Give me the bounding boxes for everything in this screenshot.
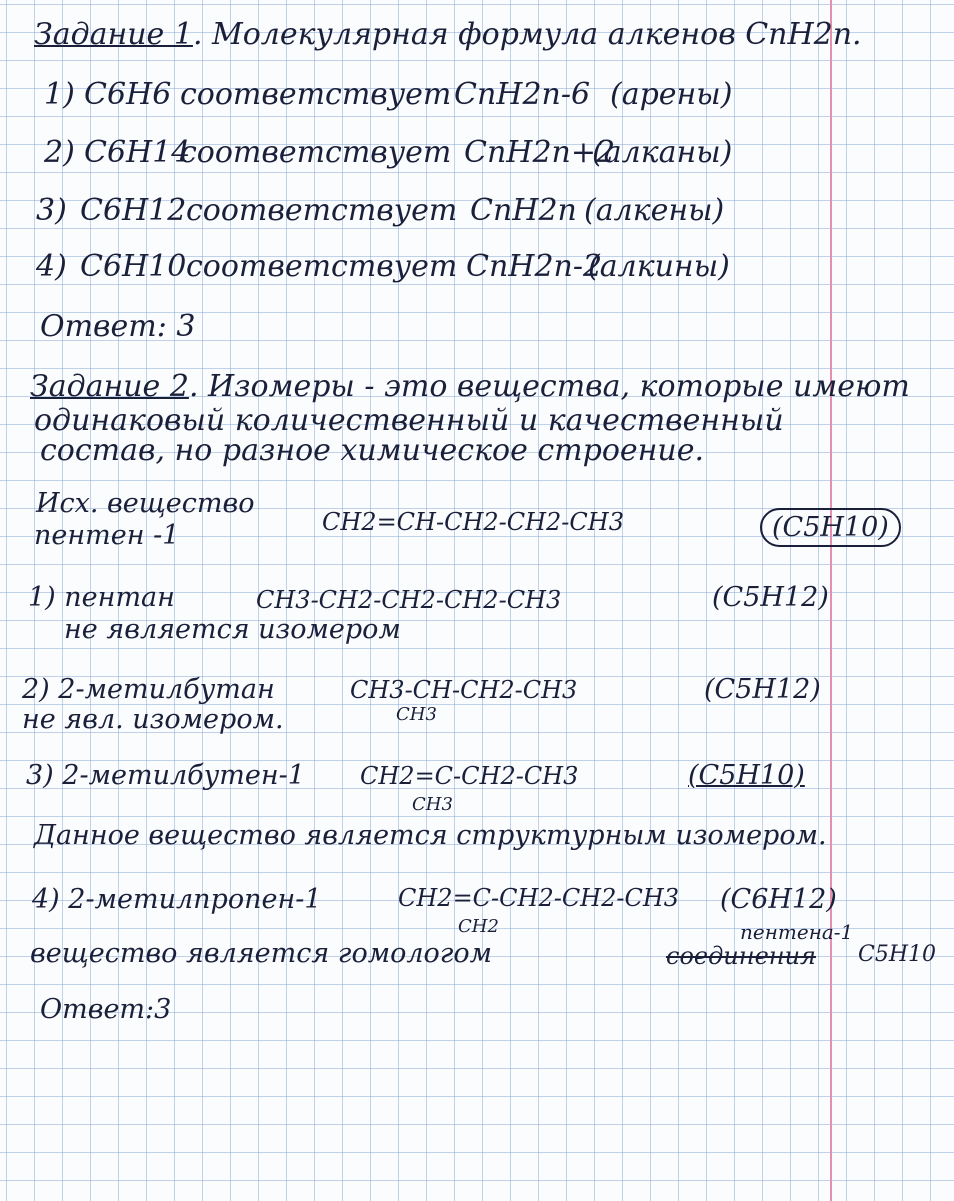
item-general-formula: CnH2n-6 [454, 77, 591, 112]
isomer-item-2-name: 2) 2-метилбутан [22, 674, 275, 705]
isomer-item-4-branch: CH2 [458, 916, 499, 937]
source-label-line2: пентен -1 [34, 520, 180, 551]
item-class: (арены) [610, 77, 733, 112]
source-molecular-formula: (C5H10) [760, 514, 901, 541]
item-general-formula: CnH2n-2 [466, 249, 603, 284]
task1-item-3 [36, 193, 725, 228]
isomer-item-3-molecular: (C5H10) [688, 760, 805, 791]
task2-heading [30, 369, 910, 404]
item-formula: C6H10 [80, 249, 187, 284]
source-label-line1: Исх. вещество [36, 488, 255, 519]
isomer-item-1-note: не является изомером [64, 614, 401, 645]
task2-title: Задание 2 [30, 369, 189, 404]
item-verb: соответствует [186, 193, 458, 228]
task1-answer: Ответ: 3 [40, 309, 196, 344]
source-structural-formula: CH2=CH-CH2-CH2-CH3 [322, 508, 624, 536]
item-class: (алкены) [584, 193, 725, 228]
item-verb: соответствует [186, 249, 458, 284]
isomer-item-3-structure: CH2=C-CH2-CH3 [360, 762, 579, 790]
crossed-out-word: соединения [666, 942, 816, 970]
item-class: (алканы) [592, 135, 733, 170]
item-formula: C6H14 [84, 135, 191, 170]
item-number: 4) [36, 249, 67, 284]
isomer-item-2-molecular: (C5H12) [704, 674, 821, 705]
item-verb: соответствует [180, 135, 452, 170]
item-number: 1) [44, 77, 75, 112]
notebook-margin-line [830, 0, 832, 1201]
isomer-item-4-molecular: (C6H12) [720, 884, 837, 915]
item-verb: соответствует [180, 77, 452, 112]
item-class: (алкины) [588, 249, 730, 284]
isomer-item-4-structure: CH2=C-CH2-CH2-CH3 [398, 884, 680, 912]
isomer-item-4-name: 4) 2-метилпропен-1 [32, 884, 322, 915]
task1-title: Задание 1 [34, 17, 193, 52]
item-formula: C6H6 [84, 77, 172, 112]
task2-definition-line3: состав, но разное химическое строение. [40, 433, 705, 468]
task1-item-2 [44, 135, 733, 170]
item-number: 3) [36, 193, 67, 228]
item-number: 2) [44, 135, 75, 170]
isomer-item-3-branch: CH3 [412, 794, 453, 815]
isomer-item-1-molecular: (C5H12) [712, 582, 829, 613]
task1-item-4 [36, 249, 730, 284]
isomer-item-1-structure: CH3-CH2-CH2-CH2-CH3 [256, 586, 562, 614]
task1-heading [34, 17, 862, 52]
task1-item-1 [44, 77, 733, 112]
isomer-item-4-note: вещество является гомологом [30, 938, 493, 969]
inserted-word: пентена-1 [740, 920, 854, 944]
isomer-item-2-structure: CH3-CH-CH2-CH3 [350, 676, 578, 704]
isomer-item-1-name: 1) пентан [28, 582, 175, 613]
isomer-item-2-note: не явл. изомером. [22, 704, 284, 735]
isomer-item-3-name: 3) 2-метилбутен-1 [26, 760, 305, 791]
task2-answer: Ответ:3 [40, 994, 172, 1025]
item-general-formula: CnH2n+2 [464, 135, 616, 170]
task2-definition-line1: . Изомеры - это вещества, которые имеют [188, 369, 910, 404]
task1-statement: . Молекулярная формула алкенов CnH2n. [192, 17, 862, 52]
item-general-formula: CnH2n [470, 193, 577, 228]
extra-formula: C5H10 [858, 942, 937, 967]
item-formula: C6H12 [80, 193, 187, 228]
isomer-item-2-branch: CH3 [396, 704, 437, 725]
task2-definition-line2: одинаковый количественный и качественный [34, 403, 784, 438]
isomer-item-3-note: Данное вещество является структурным изомером. [34, 820, 827, 851]
